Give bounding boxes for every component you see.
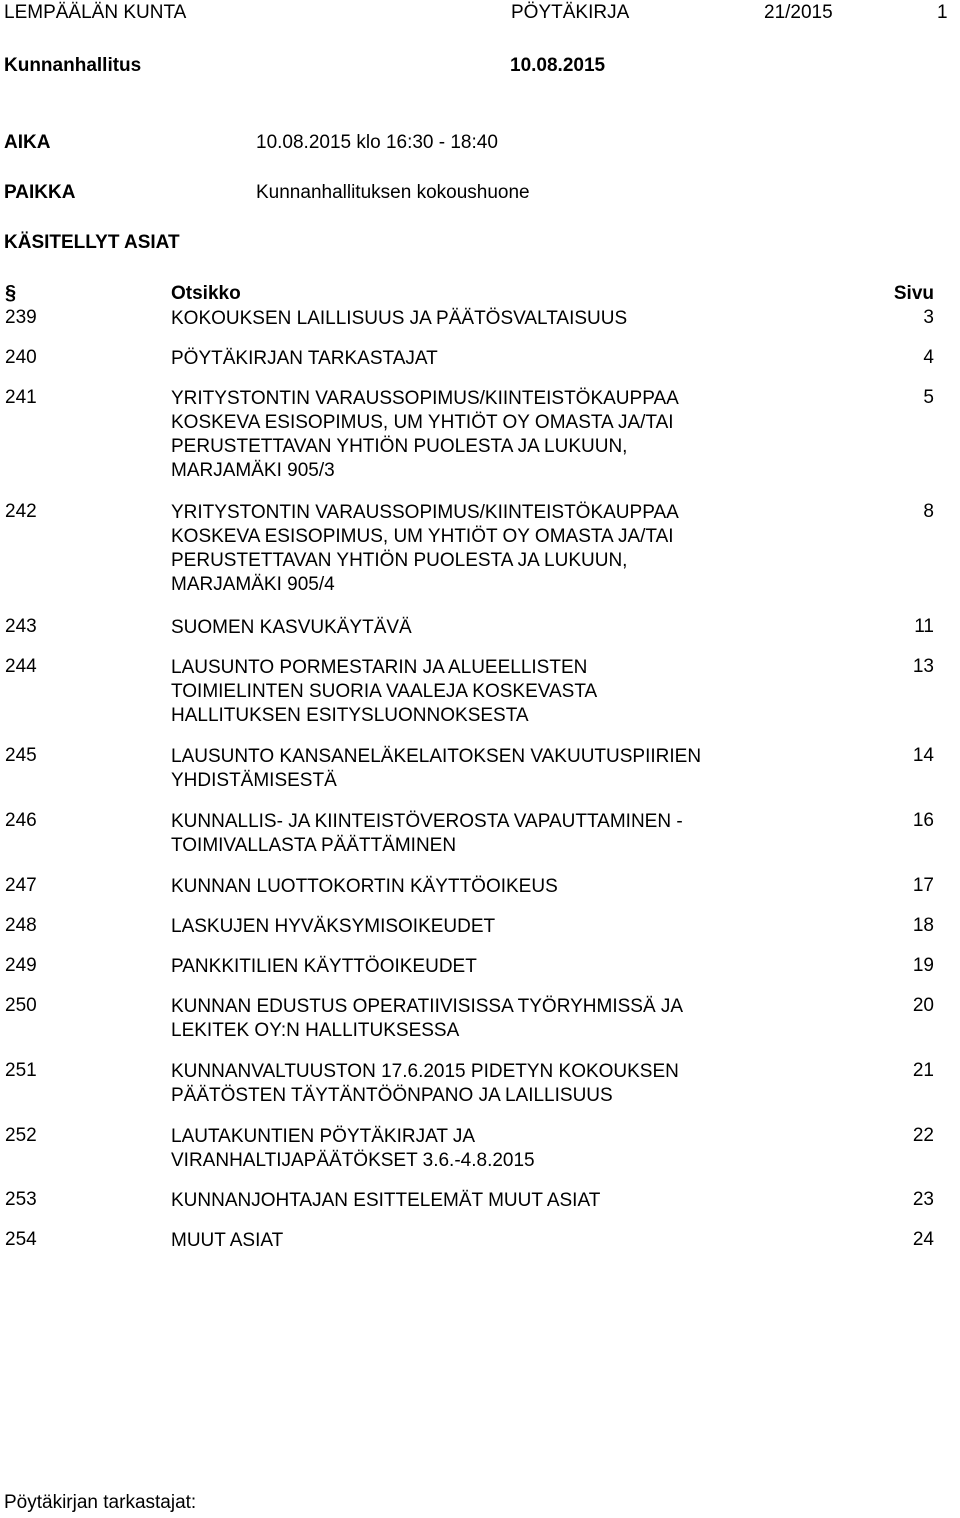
reviewers-label: Pöytäkirjan tarkastajat: [4,1492,197,1513]
item-number: 245 [5,745,37,766]
item-title-line: KOSKEVA ESISOPIMUS, UM YHTIÖT OY OMASTA JA/TAI [171,526,674,547]
item-title-line: KUNNAN EDUSTUS OPERATIIVISISSA TYÖRYHMISSÄ JA [171,996,684,1017]
item-title [171,307,811,331]
item-number: 242 [5,501,37,522]
item-title [171,501,811,597]
item-number: 251 [5,1060,37,1081]
item-title-line: SUOMEN KASVUKÄYTÄVÄ [171,617,412,638]
item-title-line: VIRANHALTIJAPÄÄTÖKSET 3.6.-4.8.2015 [171,1150,535,1171]
governing-body: Kunnanhallitus [4,55,142,76]
item-title-line: LAUSUNTO PORMESTARIN JA ALUEELLISTEN [171,657,588,678]
page-number: 1 [937,2,948,23]
item-title [171,1125,811,1173]
item-title-line: KOKOUKSEN LAILLISUUS JA PÄÄTÖSVALTAISUUS [171,308,628,329]
item-page-number: 17 [912,875,934,896]
item-title-line: KOSKEVA ESISOPIMUS, UM YHTIÖT OY OMASTA JA/TAI [171,412,674,433]
item-title-line: MARJAMÄKI 905/4 [171,574,335,595]
item-number: 243 [5,616,37,637]
item-title [171,616,811,640]
meeting-date: 10.08.2015 [510,55,606,76]
item-title-line: HALLITUKSEN ESITYSLUONNOKSESTA [171,705,529,726]
item-title-line: PÖYTÄKIRJAN TARKASTAJAT [171,348,438,369]
item-title [171,810,811,858]
item-number: 249 [5,955,37,976]
item-title [171,347,811,371]
item-title-line: KUNNANVALTUUSTON 17.6.2015 PIDETYN KOKOUKSEN [171,1061,679,1082]
item-title-line: LAUSUNTO KANSANELÄKELAITOKSEN VAKUUTUSPIIRIEN [171,746,702,767]
section-sign-icon: § [5,282,17,304]
item-page-number: 18 [912,915,934,936]
item-title [171,387,811,483]
item-page-number: 24 [912,1229,934,1250]
item-title [171,915,811,939]
place-label: PAIKKA [4,182,76,203]
item-title-line: TOIMIVALLASTA PÄÄTTÄMINEN [171,835,457,856]
item-number: 254 [5,1229,37,1250]
place-value: Kunnanhallituksen kokoushuone [256,182,530,203]
item-number: 240 [5,347,37,368]
item-page-number: 8 [923,501,934,522]
item-page-number: 16 [912,810,934,831]
item-title-line: YHDISTÄMISESTÄ [171,770,337,791]
handled-items-heading: KÄSITELLYT ASIAT [4,232,180,253]
item-title-line: PANKKITILIEN KÄYTTÖOIKEUDET [171,956,477,977]
item-title [171,955,811,979]
item-title-line: KUNNANJOHTAJAN ESITTELEMÄT MUUT ASIAT [171,1190,601,1211]
item-page-number: 14 [912,745,934,766]
item-page-number: 23 [912,1189,934,1210]
item-title-line: KUNNALLIS- JA KIINTEISTÖVEROSTA VAPAUTTAMINEN - [171,811,683,832]
item-number: 239 [5,307,37,328]
item-title [171,1189,811,1213]
item-page-number: 4 [923,347,934,368]
item-title [171,656,811,728]
item-title-line: PERUSTETTAVAN YHTIÖN PUOLESTA JA LUKUUN, [171,550,628,571]
item-number: 246 [5,810,37,831]
time-label: AIKA [4,132,51,153]
time-value: 10.08.2015 klo 16:30 - 18:40 [256,132,498,153]
item-title [171,995,811,1043]
item-title-line: LAUTAKUNTIEN PÖYTÄKIRJAT JA [171,1126,476,1147]
item-title-line: YRITYSTONTIN VARAUSSOPIMUS/KIINTEISTÖKAUPPAA [171,388,679,409]
column-header-title: Otsikko [171,283,241,304]
item-number: 247 [5,875,37,896]
item-title [171,875,811,899]
item-number: 253 [5,1189,37,1210]
item-title-line: PÄÄTÖSTEN TÄYTÄNTÖÖNPANO JA LAILLISUUS [171,1085,613,1106]
item-page-number: 3 [923,307,934,328]
item-title-line: KUNNAN LUOTTOKORTIN KÄYTTÖOIKEUS [171,876,558,897]
item-number: 252 [5,1125,37,1146]
item-title-line: MARJAMÄKI 905/3 [171,460,335,481]
item-number: 248 [5,915,37,936]
document-number: 21/2015 [764,2,833,23]
document-type: PÖYTÄKIRJA [511,2,630,23]
item-title [171,745,811,793]
municipality-name: LEMPÄÄLÄN KUNTA [4,2,187,23]
item-title [171,1060,811,1108]
item-page-number: 19 [912,955,934,976]
item-title-line: LASKUJEN HYVÄKSYMISOIKEUDET [171,916,496,937]
item-page-number: 5 [923,387,934,408]
item-title-line: TOIMIELINTEN SUORIA VAALEJA KOSKEVASTA [171,681,598,702]
item-page-number: 22 [912,1125,934,1146]
item-page-number: 13 [912,656,934,677]
column-header-page: Sivu [893,283,934,304]
item-page-number: 21 [912,1060,934,1081]
item-title-line: PERUSTETTAVAN YHTIÖN PUOLESTA JA LUKUUN, [171,436,628,457]
item-title-line: YRITYSTONTIN VARAUSSOPIMUS/KIINTEISTÖKAUPPAA [171,502,679,523]
item-title-line: LEKITEK OY:N HALLITUKSESSA [171,1020,460,1041]
item-number: 244 [5,656,37,677]
item-number: 241 [5,387,37,408]
item-number: 250 [5,995,37,1016]
item-page-number: 20 [912,995,934,1016]
item-page-number: 11 [914,616,934,637]
item-title-line: MUUT ASIAT [171,1230,284,1251]
item-title [171,1229,811,1253]
